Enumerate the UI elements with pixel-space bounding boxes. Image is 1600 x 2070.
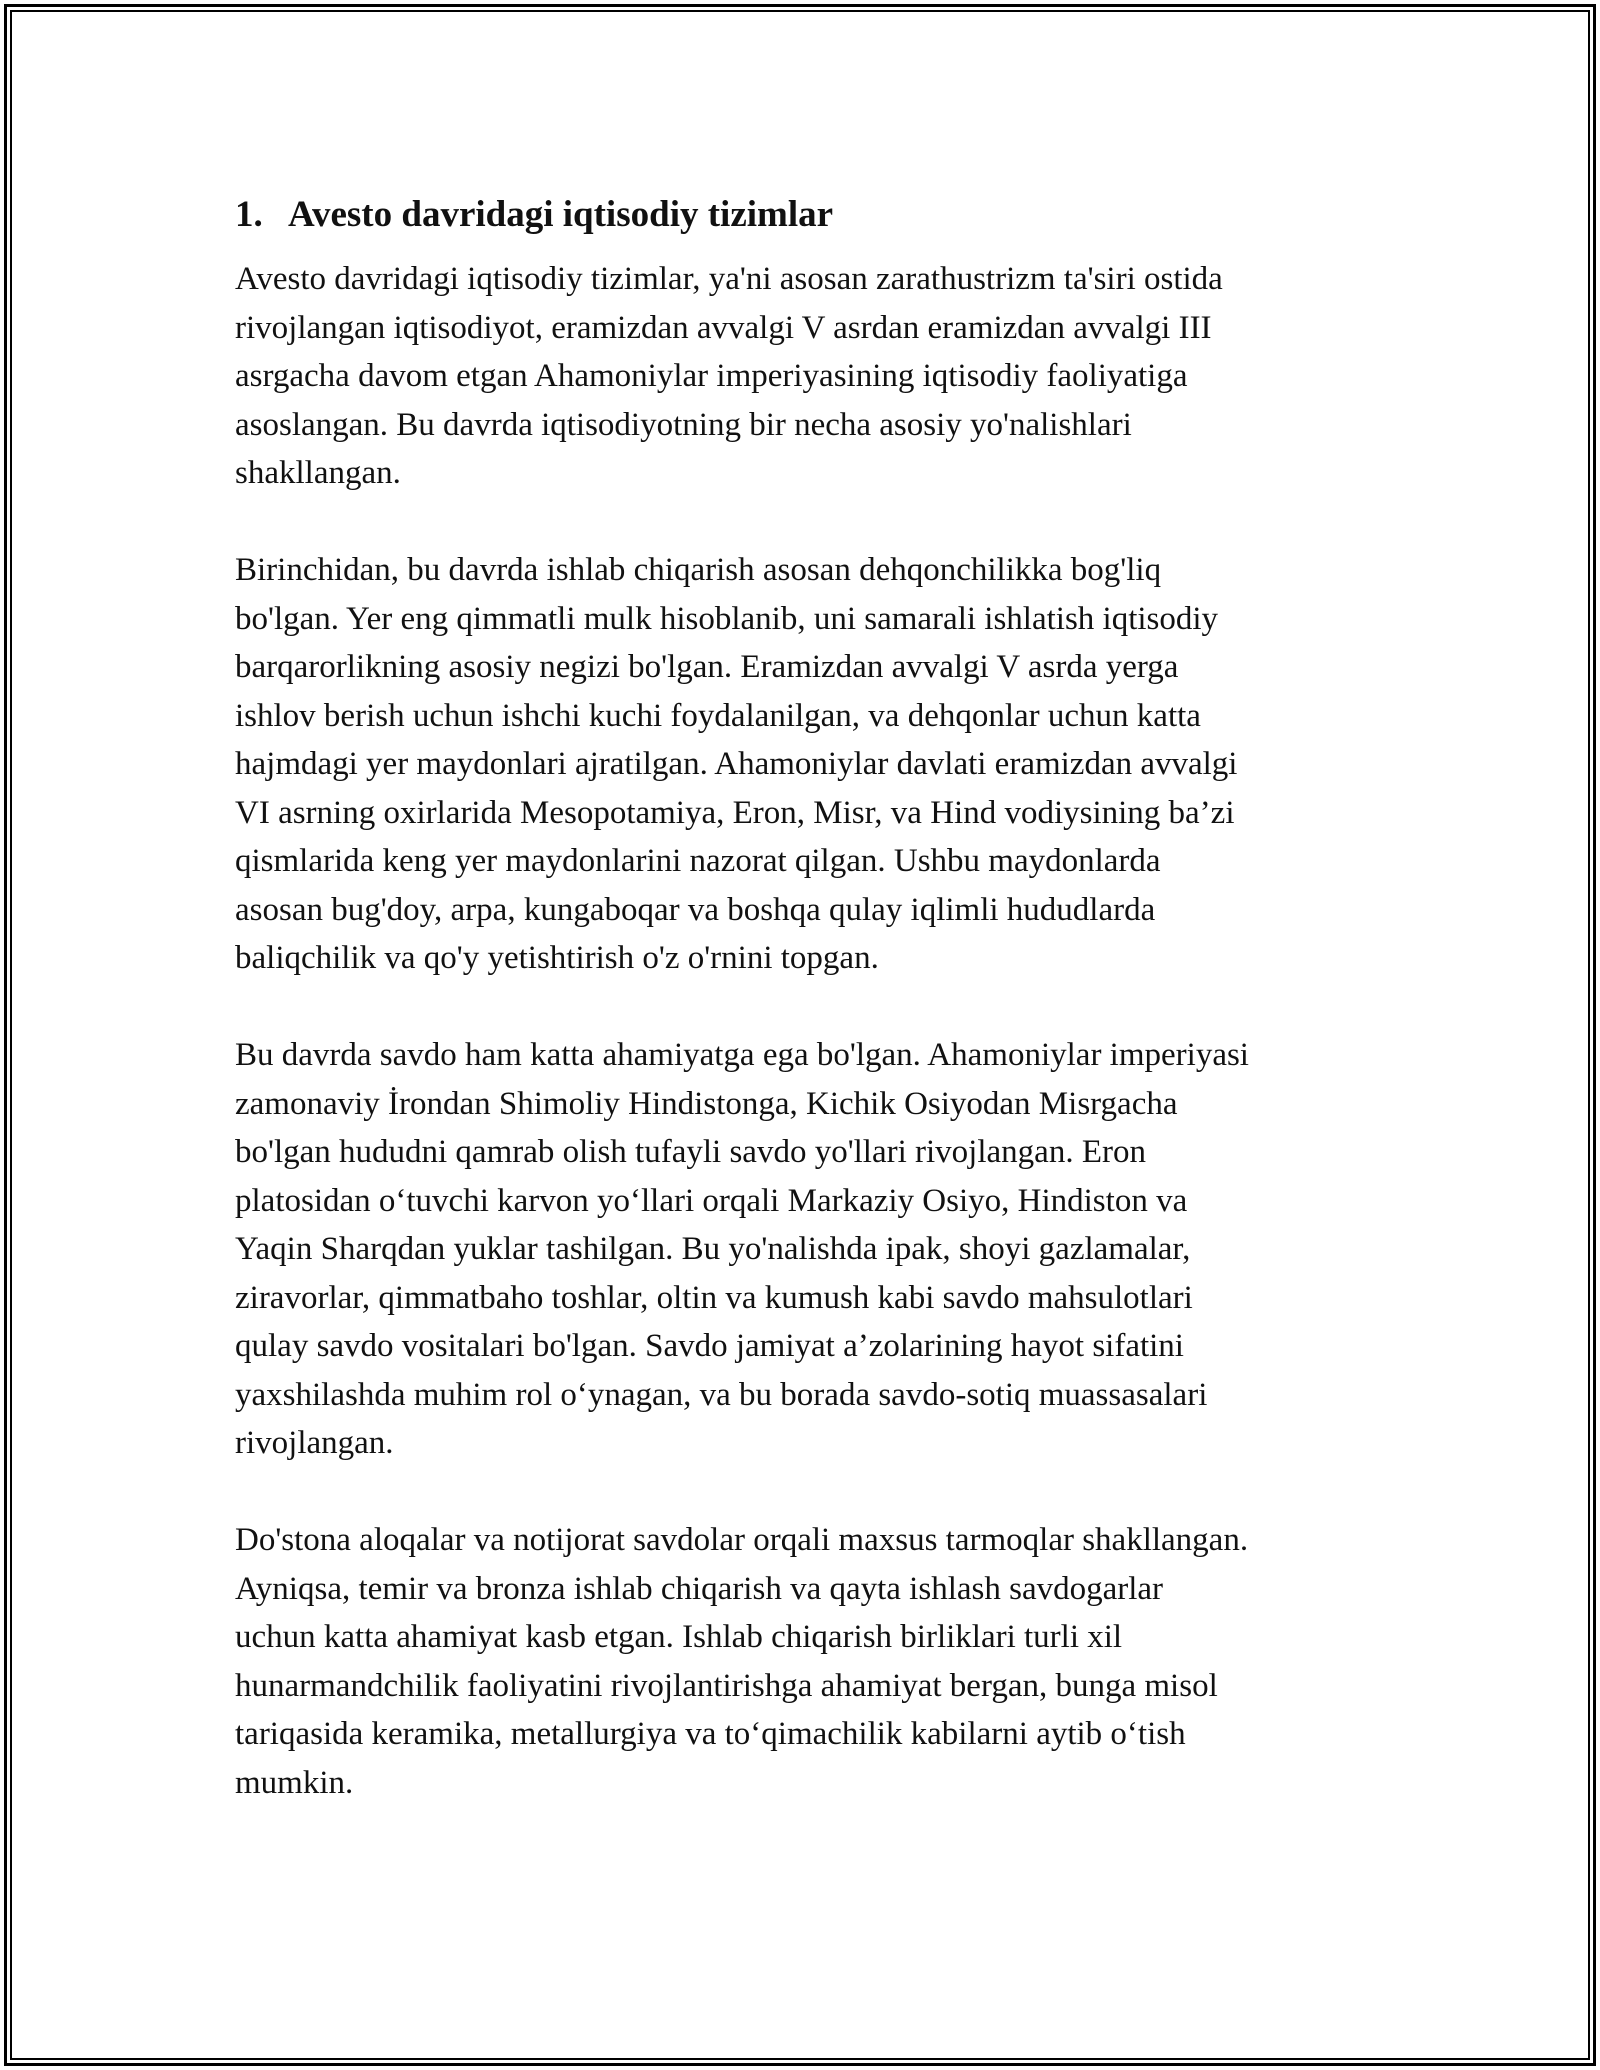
paragraph-line: ishlov berish uchun ishchi kuchi foydalanilgan, va dehqonlar uchun katta xyxy=(235,697,1201,734)
paragraph-line: asosan bug'doy, arpa, kungaboqar va boshqa qulay iqlimli hududlarda xyxy=(235,891,1156,928)
paragraph-3 xyxy=(235,1031,1365,1468)
paragraph-line: asoslangan. Bu davrda iqtisodiyotning bir necha asosiy yo'nalishlari xyxy=(235,406,1132,443)
section-heading xyxy=(235,185,1365,245)
paragraph-line: zamonaviy İrondan Shimoliy Hindistonga, Kichik Osiyodan Misrgacha xyxy=(235,1085,1178,1122)
paragraph-line: tariqasida keramika, metallurgiya va to‘qimachilik kabilarni aytib o‘tish xyxy=(235,1716,1186,1752)
paragraph-line: VI asrning oxirlarida Mesopotamiya, Eron, Misr, va Hind vodiysining ba’zi xyxy=(235,794,1235,831)
paragraph-line: Bu davrda savdo ham katta ahamiyatga ega bo'lgan. Ahamoniylar imperiyasi xyxy=(235,1037,1249,1073)
paragraph-line: Do'stona aloqalar va notijorat savdolar orqali maxsus tarmoqlar shakllangan. xyxy=(235,1522,1249,1558)
document-body xyxy=(235,185,1365,1856)
paragraph-line: bo'lgan. Yer eng qimmatli mulk hisoblanib, uni samarali ishlatish iqtisodiy xyxy=(235,600,1219,637)
section-number: 1. xyxy=(235,194,263,235)
paragraph-line: rivojlangan. xyxy=(235,1425,394,1461)
paragraph-2 xyxy=(235,546,1365,983)
paragraph-line: Birinchidan, bu davrda ishlab chiqarish asosan dehqonchilikka bog'liq xyxy=(235,552,1162,588)
paragraph-line: mumkin. xyxy=(235,1764,354,1801)
paragraph-line: asrgacha davom etgan Ahamoniylar imperiyasining iqtisodiy faoliyatiga xyxy=(235,358,1188,394)
paragraph-line: platosidan o‘tuvchi karvon yo‘llari orqali Markaziy Osiyo, Hindiston va xyxy=(235,1182,1188,1219)
paragraph-line: yaxshilashda muhim rol o‘ynagan, va bu borada savdo-sotiq muassasalari xyxy=(235,1376,1208,1413)
paragraph-line: qulay savdo vositalari bo'lgan. Savdo jamiyat a’zolarining hayot sifatini xyxy=(235,1328,1184,1364)
paragraph-line: qismlarida keng yer maydonlarini nazorat qilgan. Ushbu maydonlarda xyxy=(235,843,1161,879)
paragraph-line: rivojlangan iqtisodiyot, eramizdan avvalgi V asrdan eramizdan avvalgi III xyxy=(235,309,1212,346)
paragraph-line: ziravorlar, qimmatbaho toshlar, oltin va kumush kabi savdo mahsulotlari xyxy=(235,1279,1193,1316)
paragraph-line: hunarmandchilik faoliyatini rivojlantirishga ahamiyat bergan, bunga misol xyxy=(235,1667,1218,1704)
paragraph-line: barqarorlikning asosiy negizi bo'lgan. Eramizdan avvalgi V asrda yerga xyxy=(235,649,1179,685)
section-title: Avesto davridagi iqtisodiy tizimlar xyxy=(288,194,834,235)
paragraph-line: hajmdagi yer maydonlari ajratilgan. Ahamoniylar davlati eramizdan avvalgi xyxy=(235,746,1238,782)
paragraph-line: bo'lgan hududni qamrab olish tufayli savdo yo'llari rivojlangan. Eron xyxy=(235,1134,1146,1170)
paragraph-line: Avesto davridagi iqtisodiy tizimlar, ya'ni asosan zarathustrizm ta'siri ostida xyxy=(235,261,1223,297)
paragraph-1 xyxy=(235,255,1365,498)
paragraph-line: Ayniqsa, temir va bronza ishlab chiqarish va qayta ishlash savdogarlar xyxy=(235,1570,1164,1607)
paragraph-line: shakllangan. xyxy=(235,455,401,491)
paragraph-line: baliqchilik va qo'y yetishtirish o'z o'rnini topgan. xyxy=(235,940,879,976)
paragraph-line: Yaqin Sharqdan yuklar tashilgan. Bu yo'nalishda ipak, shoyi gazlamalar, xyxy=(235,1231,1191,1267)
paragraph-line: uchun katta ahamiyat kasb etgan. Ishlab chiqarish birliklari turli xil xyxy=(235,1619,1123,1655)
paragraph-4 xyxy=(235,1516,1365,1807)
